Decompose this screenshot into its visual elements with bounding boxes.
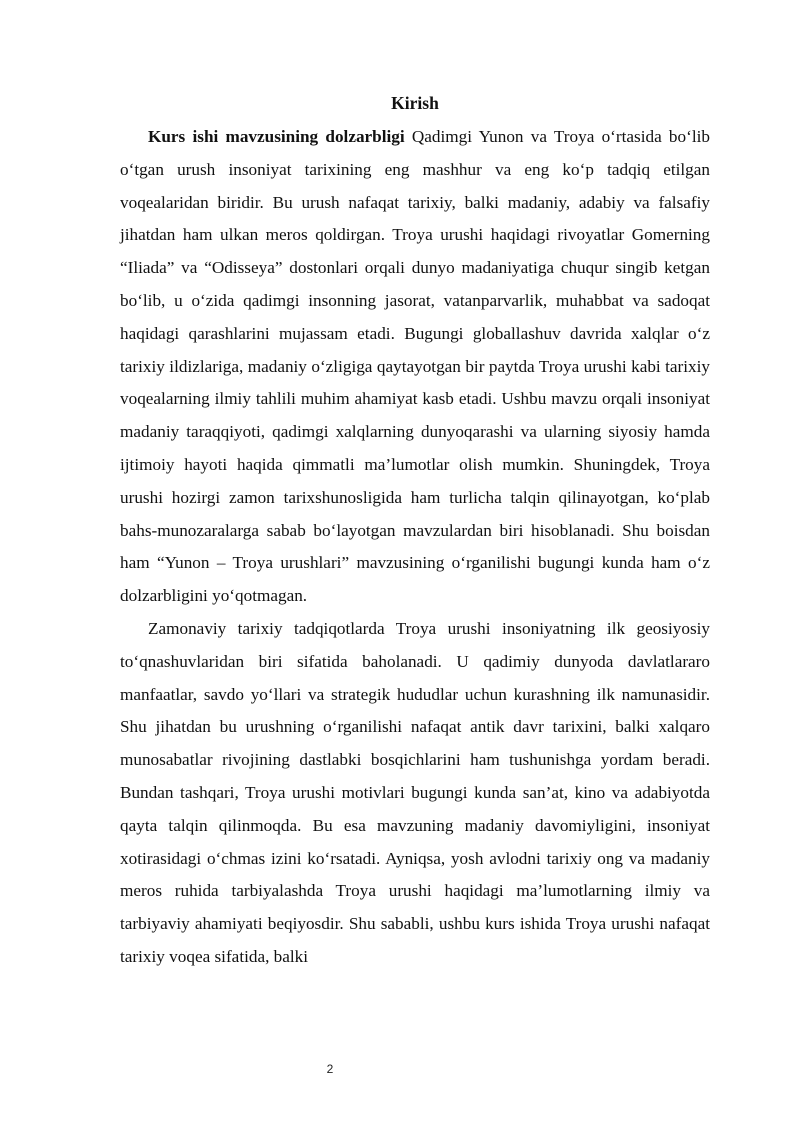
section-heading: Kirish: [391, 93, 439, 113]
paragraph-text: Qadimgi Yunon va Troya o‘rtasida bo‘lib o‘tgan urush insoniyat tarixining eng mashhur va eng ko‘p tadqiq etilgan voqealaridan biridir. Bu urush nafaqat tarixiy, balki madaniy, adabiy va falsafiy jihatdan ham ulkan meros qoldirgan. Troya urushi haqidagi rivoyatlar Gomerning “Iliada” va “Odisseya” dostonlari orqali dunyo madaniyatiga chuqur singib ketgan bo‘lib, u o‘zida qadimgi insonning jasorat, vatanparvarlik, muhabbat va sadoqat haqidagi qarashlarini mujassam etadi. Bugungi globallashuv davrida xalqlar o‘z tarixiy ildizlariga, madaniy o‘zligiga qaytayotgan bir paytda Troya urushi kabi tarixiy voqealarning ilmiy tahlili muhim ahamiyat kasb etadi. Ushbu mavzu orqali insoniyat madaniy taraqqiyoti, qadimgi xalqlarning dunyoqarashi va ularning siyosiy hamda ijtimoiy hayoti haqida qimmatli ma’lumotlar olish mumkin. Shuningdek, Troya urushi hozirgi zamon tarixshunosligida ham turlicha talqin qilinayotgan, ko‘plab bahs-munozaralarga sabab bo‘layotgan mavzulardan biri hisoblanadi. Shu boisdan ham “Yunon – Troya urushlari” mavzusining o‘rganilishi bugungi kunda ham o‘z dolzarbligini yo‘qotmagan.: [120, 127, 710, 606]
paragraph-relevance: [120, 121, 710, 613]
page-number: 2: [326, 1062, 334, 1076]
paragraph-modern-research: Zamonaviy tarixiy tadqiqotlarda Troya urushi insoniyatning ilk geosiyosiy to‘qnashuvlaridan biri sifatida baholanadi. U qadimiy dunyoda davlatlararo manfaatlar, savdo yo‘llari va strategik hududlar uchun kurashning ilk namunasidir. Shu jihatdan bu urushning o‘rganilishi nafaqat antik davr tarixini, balki xalqaro munosabatlar rivojining dastlabki bosqichlarini ham tushunishga yordam beradi. Bundan tashqari, Troya urushi motivlari bugungi kunda san’at, kino va adabiyotda qayta talqin qilinmoqda. Bu esa mavzuning madaniy davomiyligini, insoniyat xotirasidagi o‘chmas izini ko‘rsatadi. Ayniqsa, yosh avlodni tarixiy ong va madaniy meros ruhida tarbiyalashda Troya urushi haqidagi ma’lumotlarning ilmiy va tarbiyaviy ahamiyati beqiyosdir. Shu sababli, ushbu kurs ishida Troya urushi nafaqat tarixiy voqea sifatida, balki: [120, 618, 710, 966]
page-content: [120, 90, 710, 974]
paragraph-lead: Kurs ishi mavzusining dolzarbligi: [148, 127, 405, 146]
